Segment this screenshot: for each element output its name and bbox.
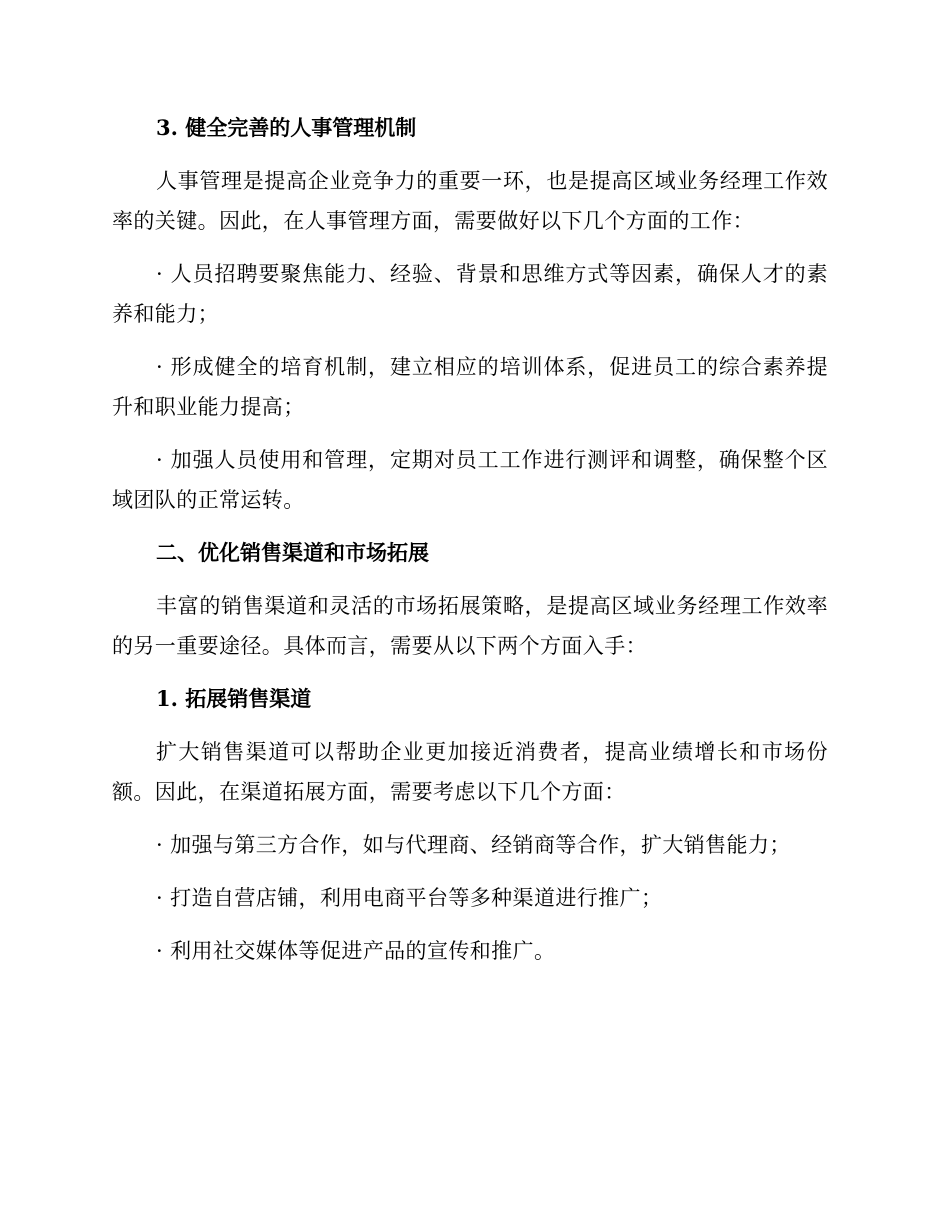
bullet-own-store: · 打造自营店铺，利用电商平台等多种渠道进行推广； — [156, 886, 663, 910]
bullet-third-party: · 加强与第三方合作，如与代理商、经销商等合作，扩大销售能力； — [156, 833, 791, 857]
paragraph-channels-intro: 扩大销售渠道可以帮助企业更加接近消费者，提高业绩增长和市场份额。因此，在渠道拓展方面，需要考虑以下几个方面： — [112, 740, 828, 804]
bullet-training: · 形成健全的培育机制，建立相应的培训体系，促进员工的综合素养提升和职业能力提高； — [112, 355, 828, 419]
section-heading-hr-mechanism: 3. 健全完善的人事管理机制 — [156, 115, 417, 140]
paragraph-hr-intro: 人事管理是提高企业竞争力的重要一环，也是提高区域业务经理工作效率的关键。因此，在人事管理方面，需要做好以下几个方面的工作： — [112, 169, 828, 233]
paragraph-sales-intro: 丰富的销售渠道和灵活的市场拓展策略，是提高区域业务经理工作效率的另一重要途径。具体而言，需要从以下两个方面入手： — [112, 594, 828, 658]
bullet-social-media: · 利用社交媒体等促进产品的宣传和推广。 — [156, 939, 556, 963]
bullet-management: · 加强人员使用和管理，定期对员工工作进行测评和调整，确保整个区域团队的正常运转。 — [112, 448, 828, 512]
bullet-recruitment: · 人员招聘要聚焦能力、经验、背景和思维方式等因素，确保人才的素养和能力； — [112, 262, 828, 326]
section-heading-sales-channels: 二、优化销售渠道和市场拓展 — [156, 540, 429, 565]
subsection-heading-expand-channels: 1. 拓展销售渠道 — [156, 686, 312, 711]
document-page — [112, 108, 828, 984]
